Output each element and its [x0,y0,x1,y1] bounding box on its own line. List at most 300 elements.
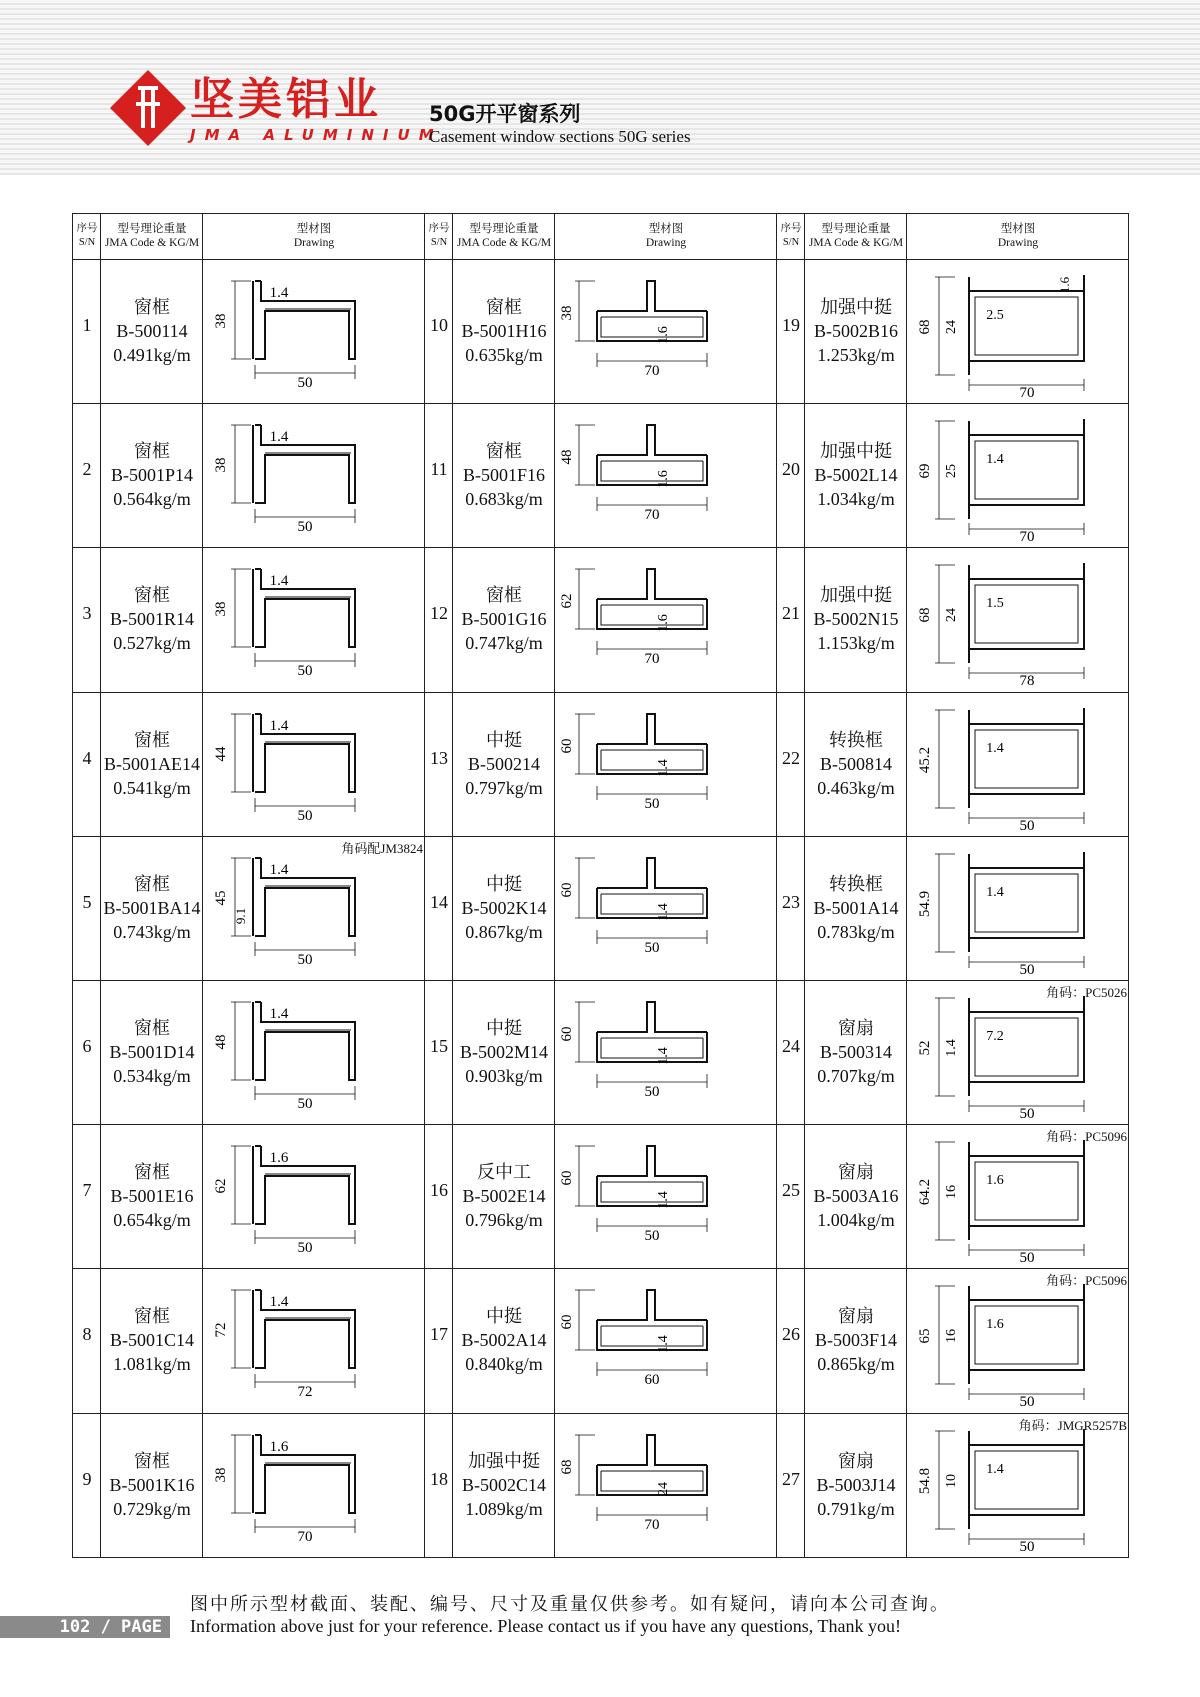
profile-line [597,281,707,341]
profile-weight: 0.491kg/m [113,345,191,365]
profile-line [597,1146,707,1206]
header-sn-cn: 序号 [428,223,450,234]
row-serial-number: 1 [82,315,92,335]
profile-line [575,281,595,341]
header-sn-cn: 序号 [780,223,802,234]
profile-line [253,1002,355,1080]
profile-name: 窗框 [134,1450,170,1471]
dimension-label: 50 [1019,1538,1035,1555]
dimension-label: 50 [1019,817,1035,834]
profile-line [575,1146,595,1206]
profile-line [575,1435,595,1495]
dimension-label: 60 [559,1026,575,1042]
profile-name: 窗扇 [838,1018,874,1038]
row-serial-number: 24 [782,1036,800,1056]
column-divider [776,214,777,1557]
profile-info [805,1449,907,1521]
dimension-label: 1.4 [269,717,289,734]
profile-weight: 0.635kg/m [465,345,543,365]
profile-info [101,439,203,511]
profile-weight: 0.783kg/m [817,921,895,942]
dimension-label: 50 [644,1228,660,1245]
profile-name: 中挺 [486,1018,522,1038]
profile-line [261,878,355,886]
row-serial-number: 15 [430,1036,448,1056]
dimension-label: 78 [1019,673,1035,690]
footer-note-en: Information above just for your reference. Please contact us if you have any questions, Thank you! [190,1616,901,1636]
header-code-en: JMA Code & KG/M [104,237,200,249]
dimension-label: 2.5 [986,308,1004,323]
row-serial-number: 21 [782,603,800,624]
profile-line [975,441,1078,499]
dimension-label: 50 [297,519,313,536]
profile-info [805,728,907,800]
profile-weight: 0.654kg/m [113,1210,191,1231]
header-drawing-en: Drawing [997,237,1039,249]
profile-line [975,1306,1078,1364]
profile-drawing [557,694,775,834]
dimension-label: 25 [944,464,959,479]
profile-line [575,714,595,774]
column-divider [424,214,425,1557]
dimension-label: 70 [644,1516,660,1533]
dimension-label: 68 [917,607,933,623]
row-serial-number: 26 [782,1324,800,1345]
profile-line [601,461,703,481]
profile-line [575,569,595,629]
profile-line [969,1284,1084,1384]
row-serial-number: 16 [430,1180,448,1201]
profile-name: 窗框 [134,441,170,462]
header-drawing-cn: 型材图 [1000,223,1036,235]
profile-code: B-5002M14 [459,1042,548,1062]
dimension-label: 1.4 [269,861,289,878]
row-serial-number: 19 [782,315,800,335]
profile-line [969,852,1084,952]
profile-code: B-5001P14 [110,465,193,486]
profile-line [975,297,1078,355]
dimension-label: 50 [644,939,660,956]
profile-line [253,714,355,792]
profile-line [253,858,355,936]
dimension-label: 1.6 [656,326,671,344]
header-code [453,214,555,259]
dimension-label: 1.6 [269,1150,289,1167]
profile-name: 窗扇 [838,1450,874,1471]
dimension-label: 24 [656,1481,671,1496]
profile-line [253,569,355,647]
profile-line [969,419,1084,519]
profile-name: 中挺 [486,1306,522,1327]
profile-line [969,1140,1084,1240]
profile-line [261,734,355,742]
profile-code: B-5003J14 [816,1474,896,1495]
row-serial-number: 10 [430,315,448,335]
profile-drawing [205,982,423,1122]
row-divider [73,1413,1128,1414]
dimension-label: 1.6 [269,1438,289,1455]
header-code-cn: 型号理论重量 [821,223,891,235]
profile-weight: 0.743kg/m [113,921,191,942]
profile-line [969,563,1084,663]
dimension-label: 50 [297,1096,313,1112]
profile-line [975,1162,1078,1220]
dimension-label: 70 [297,1528,313,1545]
profile-line [975,1451,1078,1509]
profile-weight: 0.747kg/m [465,633,543,654]
profile-code: B-5001R14 [109,609,194,630]
dimension-label: 50 [1019,1250,1035,1267]
profile-drawing [557,982,775,1122]
dimension-label: 1.4 [269,285,289,301]
profile-code: B-5001H16 [461,321,547,341]
dimension-label: 64.2 [917,1179,933,1206]
profile-code: B-5002B16 [813,321,898,341]
profile-line [601,1471,703,1491]
profile-code: B-5002E14 [462,1186,546,1207]
header-sn-cn: 序号 [76,223,98,234]
profile-name: 加强中挺 [820,441,892,462]
profile-weight: 0.534kg/m [113,1066,191,1086]
dimension-label: 48 [213,1034,229,1050]
corner-key-note: 角码：PC5096 [1046,1273,1127,1289]
profile-line [975,1018,1078,1076]
brand-name-en: JMA ALUMINIUM [190,126,443,144]
dimension-label: 70 [644,651,660,668]
profile-info [805,872,907,944]
dimension-label: 1.6 [986,1173,1004,1189]
profile-drawing [205,838,423,978]
profile-code: B-5001D14 [109,1042,195,1062]
profile-info [805,295,907,367]
row-serial-number: 5 [82,891,92,912]
profile-name: 窗框 [134,297,170,317]
profile-drawing [909,549,1127,689]
profile-line [935,854,955,952]
profile-name: 窗框 [134,1018,170,1038]
profile-drawing [909,694,1127,834]
profile-line [601,1038,703,1058]
dimension-label: 16 [944,1329,959,1344]
profile-name: 窗框 [134,585,170,606]
header-code [101,214,203,259]
profile-name: 加强中挺 [820,297,892,317]
profile-line [597,569,707,629]
row-serial-number: 7 [82,1180,92,1201]
profile-drawing [205,1126,423,1266]
header-sn [73,214,101,259]
header-divider [73,259,1128,260]
dimension-label: 50 [297,807,313,824]
profile-line [231,714,251,792]
row-serial-number: 11 [430,459,448,480]
profile-line [231,569,251,647]
profile-code: B-500814 [820,753,892,774]
profile-line [935,710,955,808]
dimension-label: 50 [1019,1106,1035,1122]
row-serial-number: 3 [82,603,92,624]
profile-line [575,1002,595,1062]
header-drawing [203,214,425,259]
profile-line [975,585,1078,643]
profile-weight: 0.867kg/m [465,921,543,942]
profile-drawing [205,261,423,401]
profile-drawing [557,549,775,689]
profile-drawing [909,838,1127,978]
profile-line [601,894,703,914]
dimension-label: 62 [213,1178,229,1194]
dimension-label: 24 [944,320,959,334]
profile-line [231,281,251,359]
profile-info [101,295,203,367]
profile-drawing [557,261,775,401]
dimension-label: 60 [559,1170,575,1186]
profile-name: 窗扇 [838,1306,874,1327]
header-drawing [907,214,1129,259]
profile-code: B-500314 [820,1042,892,1062]
profile-info [453,728,555,800]
profile-line [975,730,1078,788]
profile-line [969,708,1084,808]
dimension-label: 70 [1019,529,1035,546]
profile-drawing [909,982,1127,1122]
dimension-label: 38 [213,313,229,329]
profile-name: 加强中挺 [468,1450,540,1471]
dimension-label: 70 [644,507,660,524]
profile-line [597,425,707,485]
profile-drawing [909,1270,1127,1410]
profile-line [597,858,707,918]
profile-weight: 0.796kg/m [465,1210,543,1231]
header-drawing [555,214,777,259]
profile-name: 反中工 [477,1162,531,1183]
page-number: 102 / PAGE [0,1616,170,1638]
profile-line [597,1290,707,1350]
dimension-label: 45 [213,890,229,906]
profile-drawing [909,405,1127,545]
row-divider [73,692,1128,693]
profile-info [101,1304,203,1376]
profile-weight: 0.840kg/m [465,1354,543,1375]
dimension-label: 60 [559,738,575,754]
profile-info [453,1016,555,1088]
dimension-label: 1.4 [656,758,671,777]
dimension-label: 65 [917,1328,933,1344]
profile-info [453,1160,555,1232]
dimension-label: 72 [297,1384,313,1401]
profile-drawing [205,405,423,545]
dimension-label: 1.6 [1057,276,1072,294]
profile-code: B-5001A14 [813,897,899,918]
profile-weight: 0.729kg/m [113,1498,191,1519]
profile-drawing [557,838,775,978]
profile-weight: 1.081kg/m [113,1354,191,1375]
profile-line [261,1022,355,1030]
dimension-label: 1.4 [269,429,289,446]
profile-code: B-5002C14 [461,1474,546,1495]
row-divider [73,980,1128,981]
header-code-en: JMA Code & KG/M [808,237,904,249]
profile-line [975,874,1078,932]
profile-line [969,996,1084,1096]
row-serial-number: 20 [782,459,800,480]
profile-line [601,1182,703,1202]
profile-code: B-500214 [468,753,540,774]
profile-info [453,872,555,944]
profile-info [805,1016,907,1088]
jma-logo-icon [108,68,188,148]
profile-line [601,750,703,770]
header-drawing-en: Drawing [645,237,687,249]
dimension-label: 60 [644,1372,660,1389]
dimension-label: 38 [213,601,229,617]
profile-weight: 1.004kg/m [817,1210,895,1231]
header-drawing-en: Drawing [293,237,335,249]
profile-name: 窗框 [134,729,170,750]
profile-weight: 1.034kg/m [817,489,895,510]
dimension-label: 1.5 [986,596,1004,612]
dimension-label: 1.4 [986,1461,1004,1477]
corner-key-note: 角码：PC5096 [1046,1129,1127,1145]
profile-weight: 0.903kg/m [465,1066,543,1086]
profile-code: B-500114 [116,321,188,341]
profile-weight: 0.707kg/m [817,1066,895,1086]
profile-name: 窗扇 [838,1162,874,1183]
dimension-label: 24 [944,608,959,623]
header-code-en: JMA Code & KG/M [456,237,552,249]
profile-line [231,425,251,503]
series-title-en: Casement window sections 50G series [429,127,691,146]
row-divider [73,403,1128,404]
profile-drawing [909,1415,1127,1555]
dimension-label: 50 [1019,961,1035,978]
profile-weight: 0.463kg/m [817,777,895,798]
profile-drawing [205,549,423,689]
dimension-label: 38 [213,1467,229,1483]
dimension-label: 72 [213,1322,229,1338]
row-serial-number: 22 [782,747,800,768]
row-serial-number: 6 [82,1036,92,1056]
profile-line [601,605,703,625]
profile-code: B-5002K14 [461,897,547,918]
row-divider [73,1124,1128,1125]
profile-info [101,1160,203,1232]
header-code [805,214,907,259]
profile-code: B-5001G16 [461,609,547,630]
profile-info [101,583,203,655]
profile-drawing [205,1270,423,1410]
row-serial-number: 25 [782,1180,800,1201]
profile-line [261,1310,355,1318]
dimension-label: 50 [297,663,313,680]
dimension-label: 50 [644,1084,660,1100]
profile-info [453,1449,555,1521]
profile-code: B-5002A14 [461,1330,547,1351]
profile-info [101,1016,203,1088]
profile-drawing [557,1270,775,1410]
profile-weight: 0.683kg/m [465,489,543,510]
profile-line [253,1290,355,1368]
row-serial-number: 27 [782,1468,800,1489]
dimension-label: 68 [917,319,933,335]
dimension-label: 52 [917,1040,933,1056]
dimension-label: 50 [1019,1394,1035,1411]
dimension-label: 48 [559,449,575,465]
header-sn-en: S/N [430,237,448,248]
dimension-label: 50 [297,1240,313,1257]
row-serial-number: 8 [82,1324,92,1345]
profile-code: B-5003A16 [813,1186,899,1207]
profile-line [231,1290,251,1368]
dimension-label: 50 [297,951,313,968]
profile-weight: 1.089kg/m [465,1498,543,1519]
profile-code: B-5001C14 [109,1330,194,1351]
dimension-label: 60 [559,882,575,898]
profile-name: 中挺 [486,873,522,894]
dimension-label: 1.4 [656,903,671,921]
profile-info [101,728,203,800]
page-header [0,0,1200,175]
profile-line [231,1002,251,1080]
profile-weight: 0.865kg/m [817,1354,895,1375]
profile-code: B-5001BA14 [103,897,201,918]
profile-info [101,1449,203,1521]
profile-code: B-5003F14 [814,1330,897,1351]
dimension-label: 54.8 [917,1467,933,1494]
profile-line [261,589,355,597]
profile-weight: 0.797kg/m [465,777,543,798]
header-code-cn: 型号理论重量 [469,223,539,235]
row-serial-number: 2 [82,459,92,480]
profile-line [575,858,595,918]
row-serial-number: 14 [430,891,448,912]
header-drawing-cn: 型材图 [296,223,332,235]
profile-line [261,445,355,453]
profile-name: 转换框 [829,729,883,750]
dimension-label: 60 [559,1314,575,1330]
profile-weight: 0.791kg/m [817,1498,895,1519]
header-sn [777,214,805,259]
profile-drawing [557,405,775,545]
dimension-label: 70 [644,363,660,379]
header-sn-en: S/N [782,237,800,248]
profile-weight: 1.253kg/m [817,345,895,365]
dimension-label: 44 [213,746,229,762]
header-drawing-cn: 型材图 [648,223,684,235]
row-serial-number: 4 [82,747,92,768]
profile-info [805,1304,907,1376]
profile-name: 窗框 [134,1306,170,1327]
corner-key-note: 角码配JM3824 [341,840,423,856]
profile-info [453,1304,555,1376]
profile-code: B-5002N15 [813,609,899,630]
dimension-label: 62 [559,593,575,609]
profile-code: B-5002L14 [814,465,898,486]
profile-info [805,1160,907,1232]
dimension-label: 10 [944,1473,959,1488]
profile-line [575,1290,595,1350]
profile-weight: 0.564kg/m [113,489,191,510]
dimension-label: 68 [559,1459,575,1475]
profile-name: 转换框 [829,873,883,894]
dimension-label: 1.4 [986,740,1004,756]
dimension-label: 1.6 [986,1317,1004,1333]
dimension-label: 45.2 [917,746,933,773]
profile-code: B-5001F16 [462,465,545,486]
row-divider [73,836,1128,837]
profile-drawing [205,694,423,834]
profile-name: 窗框 [486,585,522,606]
